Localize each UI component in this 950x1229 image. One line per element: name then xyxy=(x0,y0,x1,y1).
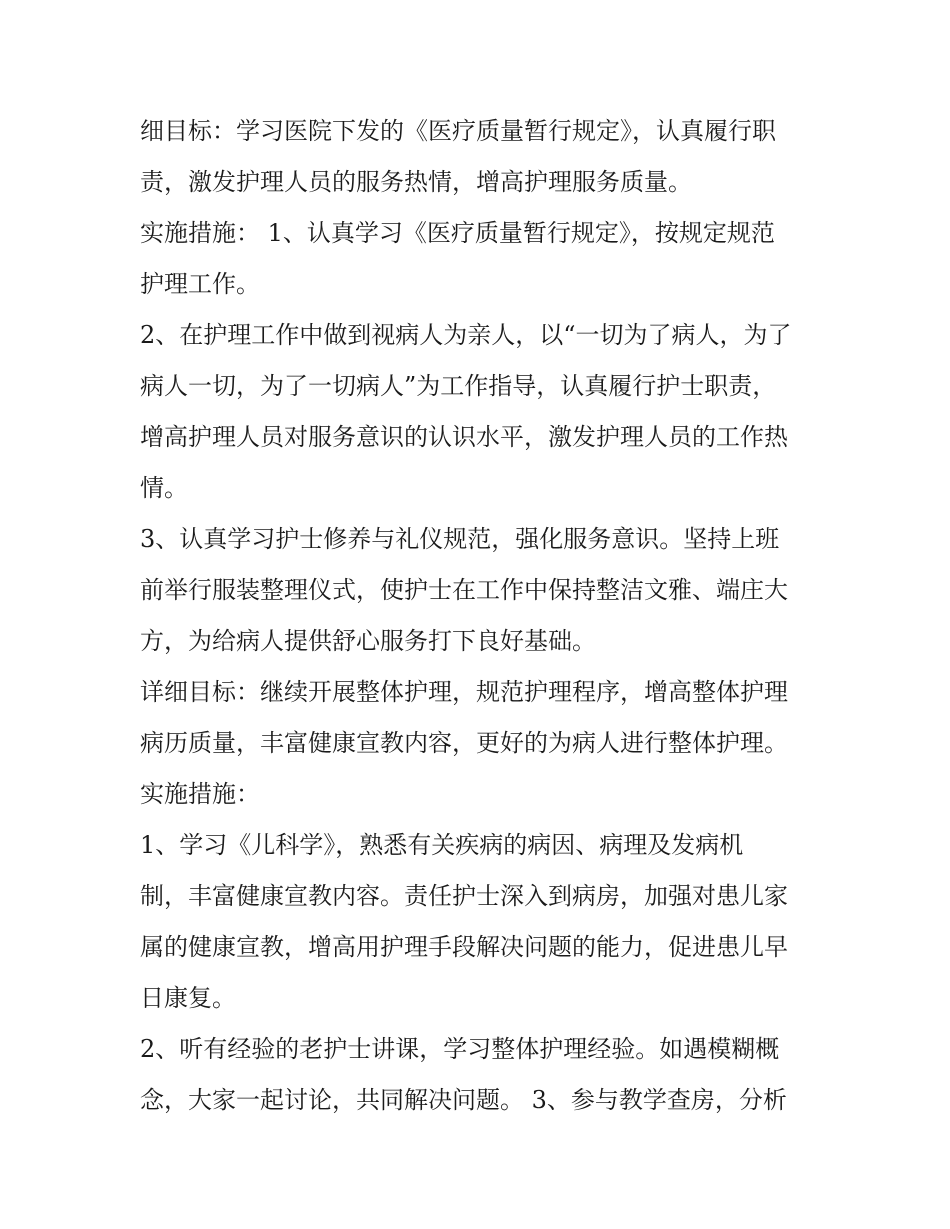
text-line: 念，大家一起讨论，共同解决问题。 3、参与教学查房，分析 xyxy=(140,1086,787,1114)
text-line: 实施措施： 1、认真学习《医疗质量暂行规定》，按规定规范 xyxy=(140,219,775,247)
text-line: 详细目标：继续开展整体护理，规范护理程序，增高整体护理 xyxy=(140,678,788,706)
text-line: 病人一切，为了一切病人”为工作指导，认真履行护士职责， xyxy=(140,372,777,400)
text-line: 1、学习《儿科学》，熟悉有关疾病的病因、病理及发病机 xyxy=(140,831,744,859)
text-line: 日康复。 xyxy=(140,984,236,1012)
text-line: 情。 xyxy=(140,474,188,502)
text-line: 制，丰富健康宣教内容。责任护士深入到病房，加强对患儿家 xyxy=(140,882,788,910)
text-line: 方，为给病人提供舒心服务打下良好基础。 xyxy=(140,627,596,655)
text-line: 2、听有经验的老护士讲课，学习整体护理经验。如遇模糊概 xyxy=(140,1035,780,1063)
text-line: 增高护理人员对服务意识的认识水平，激发护理人员的工作热 xyxy=(140,423,788,451)
text-line: 3、认真学习护士修养与礼仪规范，强化服务意识。坚持上班 xyxy=(140,525,780,553)
text-line: 病历质量，丰富健康宣教内容，更好的为病人进行整体护理。 xyxy=(140,729,788,757)
document-body xyxy=(140,106,820,1126)
text-line: 前举行服装整理仪式，使护士在工作中保持整洁文雅、端庄大 xyxy=(140,576,788,604)
text-line: 责，激发护理人员的服务热情，增高护理服务质量。 xyxy=(140,168,692,196)
text-line: 护理工作。 xyxy=(140,270,260,298)
text-line: 实施措施： xyxy=(140,780,260,808)
text-line: 细目标：学习医院下发的《医疗质量暂行规定》，认真履行职 xyxy=(140,117,776,145)
text-line: 2、在护理工作中做到视病人为亲人，以“一切为了病人，为了 xyxy=(140,321,792,349)
text-line: 属的健康宣教，增高用护理手段解决问题的能力，促进患儿早 xyxy=(140,933,788,961)
